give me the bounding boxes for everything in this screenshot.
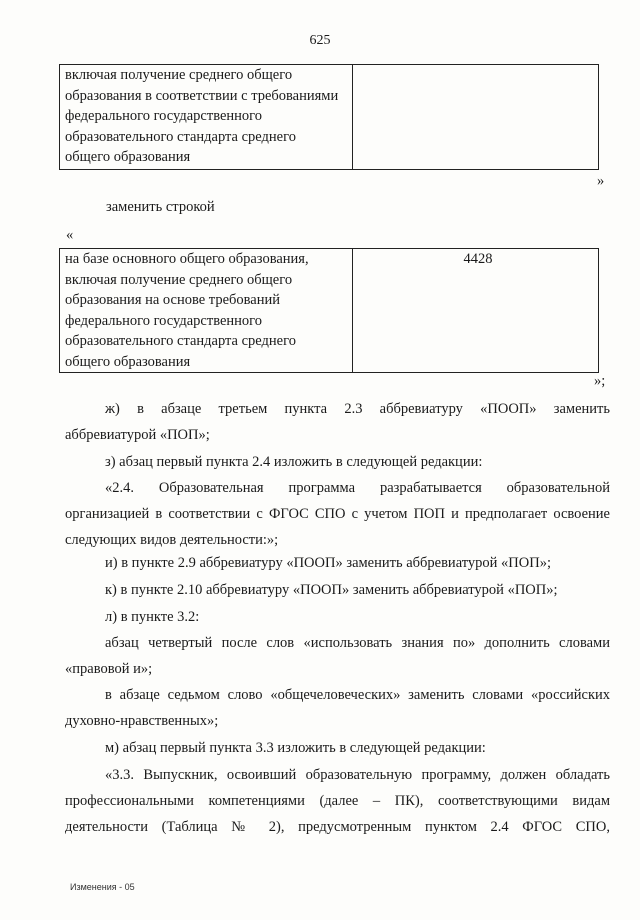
paragraph-k: к) в пункте 2.10 аббревиатуру «ПООП» заменить аббревиатурой «ПОП»;	[105, 582, 558, 598]
paragraph-abz7-line: духовно-нравственных»;	[65, 713, 219, 729]
table-cell-left	[60, 65, 353, 170]
paragraph-3-3-line: деятельности (Таблица № 2), предусмотренным пунктом 2.4 ФГОС СПО,	[65, 819, 610, 835]
body-text	[65, 630, 610, 682]
cell-line: федерального государственного	[65, 108, 263, 124]
body-text	[65, 735, 610, 761]
table-cell-right	[353, 65, 599, 170]
page-number: 625	[309, 33, 331, 48]
closing-quote: »	[597, 173, 605, 189]
paragraph-2-4-line: следующих видов деятельности:»;	[65, 532, 279, 548]
cell-line: включая получение среднего общего	[65, 67, 293, 83]
cell-line: образовательного стандарта среднего	[65, 333, 296, 349]
footer-revision: Изменения - 05	[70, 882, 135, 892]
body-text	[65, 550, 610, 576]
table-cell-left	[60, 249, 353, 373]
paragraph-z: з) абзац первый пункта 2.4 изложить в следующей редакции:	[105, 454, 483, 470]
paragraph-l: л) в пункте 3.2:	[105, 609, 200, 625]
table-old-row	[59, 64, 599, 170]
paragraph-abz4-line: «правовой и»;	[65, 661, 153, 677]
body-text	[65, 475, 610, 553]
cell-line: общего образования	[65, 149, 191, 165]
opening-quote: «	[66, 227, 74, 243]
cell-line: общего образования	[65, 353, 191, 370]
body-text	[65, 396, 610, 448]
cell-line: образования на основе требований	[65, 292, 281, 308]
paragraph-3-3-line: «3.3. Выпускник, освоивший образовательную программу, должен обладать	[105, 767, 610, 783]
table-cell-value: 4428	[353, 249, 599, 373]
paragraph-abz4-line: абзац четвертый после слов «использовать знания по» дополнить словами	[105, 635, 610, 651]
cell-line: федерального государственного	[65, 312, 263, 329]
cell-line: включая получение среднего общего	[65, 271, 293, 288]
body-text	[65, 604, 610, 630]
paragraph-2-4-line: «2.4. Образовательная программа разрабатывается образовательной	[105, 480, 610, 496]
replace-with-text: заменить строкой	[106, 199, 215, 215]
body-text	[65, 762, 610, 840]
paragraph-zh-line: ж) в абзаце третьем пункта 2.3 аббревиатуру «ПООП» заменить	[105, 401, 610, 417]
paragraph-2-4-line: организацией в соответствии с ФГОС СПО с учетом ПОП и предполагает освоение	[65, 506, 610, 522]
body-text	[65, 577, 610, 603]
cell-line: образования в соответствии с требованиями	[65, 87, 339, 104]
body-text	[65, 682, 610, 734]
paragraph-abz7-line: в абзаце седьмом слово «общечеловеческих» заменить словами «российских	[105, 687, 610, 703]
closing-quote-semicolon: »;	[594, 373, 606, 389]
paragraph-i: и) в пункте 2.9 аббревиатуру «ПООП» заменить аббревиатурой «ПОП»;	[105, 555, 551, 571]
table-new-row	[59, 248, 599, 373]
paragraph-zh-line: аббревиатурой «ПОП»;	[65, 427, 210, 443]
paragraph-m: м) абзац первый пункта 3.3 изложить в следующей редакции:	[105, 740, 486, 756]
body-text	[65, 449, 610, 475]
cell-line: образовательного стандарта среднего	[65, 128, 296, 145]
paragraph-3-3-line: профессиональными компетенциями (далее – ПК), соответствующими видам	[65, 793, 610, 809]
cell-line: на базе основного общего образования,	[65, 251, 309, 267]
